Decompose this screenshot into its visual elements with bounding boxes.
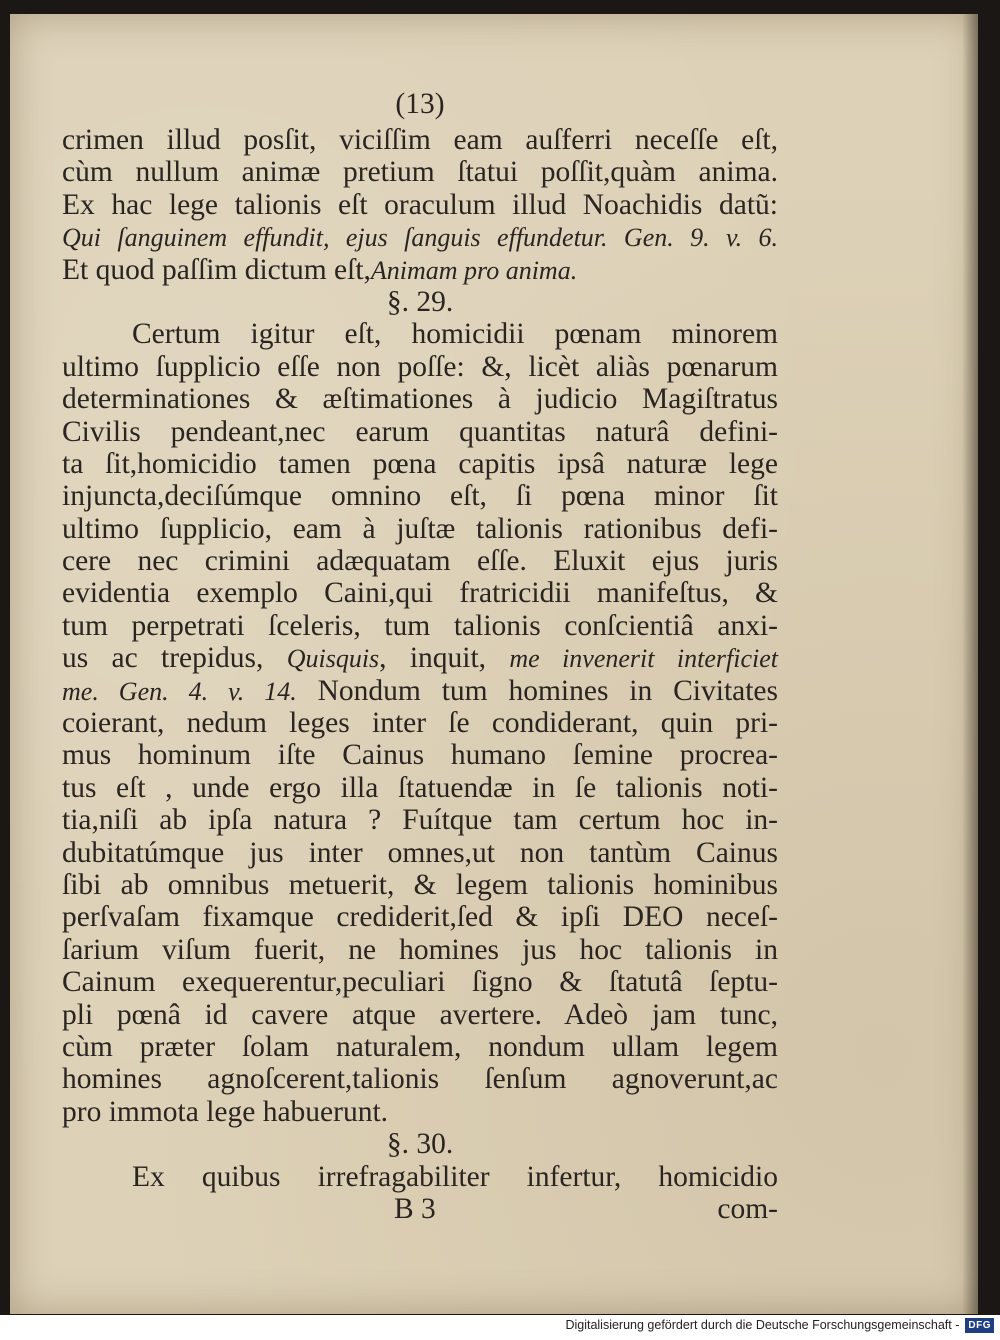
text-line: Ex hac lege talionis eſt oraculum illud Noachidis datũ:: [62, 188, 778, 221]
text-line: [62, 642, 778, 674]
text-span: Nondum tum homines in Civitates: [317, 674, 778, 707]
text-line: tus eſt , unde ergo illa ſtatuendæ in ſe talionis noti-: [62, 771, 778, 804]
text-line: mus hominum iſte Cainus humano ſemine procrea-: [62, 739, 778, 772]
text-span: us ac trepidus,: [62, 642, 287, 675]
text-line: ta ſit,homicidio tamen pœna capitis ipsâ naturæ lege: [62, 447, 778, 480]
text-line: Certum igitur eſt, homicidii pœnam minorem: [132, 318, 778, 351]
signature-mark: B 3: [394, 1192, 436, 1225]
text-line: coierant, nedum leges inter ſe condiderant, quin pri-: [62, 707, 778, 740]
text-line: Ex quibus irrefragabiliter infertur, homicidio: [132, 1160, 778, 1193]
text-line: pro immota lege habuerunt.: [62, 1095, 389, 1128]
text-span: Et quod paſſim dictum eſt,: [62, 253, 371, 286]
text-line: tum perpetrati ſceleris, tum talionis conſcientiâ anxi-: [62, 609, 778, 642]
scripture-quote-line: [62, 221, 778, 253]
text-line: [62, 254, 778, 286]
text-line: pli pœnâ id cavere atque avertere. Adeò jam tunc,: [62, 998, 778, 1031]
section-heading-29: §. 29.: [386, 285, 454, 318]
catchword: com-: [717, 1192, 778, 1225]
page-edge-shadow: [962, 14, 978, 1314]
text-line: ſarium viſum fuerit, ne homines jus hoc talionis in: [62, 933, 778, 966]
credit-text: Digitalisierung gefördert durch die Deutsche Forschungsgemeinschaft -: [565, 1318, 960, 1332]
scripture-reference: me. Gen. 4. v. 14.: [62, 676, 297, 706]
italic-phrase: me invenerit interficiet: [509, 644, 778, 674]
italic-phrase: Animam pro anima.: [370, 255, 578, 285]
page-text: [62, 84, 778, 1225]
dfg-logo: DFG: [965, 1318, 994, 1333]
text-line: ultimo ſupplicio, eam à juſtæ talionis rationibus defi-: [62, 512, 778, 545]
text-line: ſibi ab omnibus metuerit, & legem talionis hominibus: [62, 868, 778, 901]
section-heading-30: §. 30.: [386, 1128, 454, 1161]
text-line: homines agnoſcerent,talionis ſenſum agnoverunt,ac: [62, 1063, 778, 1096]
text-line: injuncta,deciſúmque omnino eſt, ſi pœna minor ſit: [62, 480, 778, 513]
text-line: cùm præter ſolam naturalem, nondum ullam legem: [62, 1030, 778, 1063]
text-line: perſvaſam fixamque crediderit,ſed & ipſi DEO neceſ-: [62, 901, 778, 934]
text-line: ultimo ſupplicio eſſe non poſſe: &, licèt aliàs pœnarum: [62, 350, 778, 383]
text-line: determinationes & æſtimationes à judicio Magiſtratus: [62, 383, 778, 416]
text-line: tia,niſi ab ipſa natura ? Fuítque tam certum hoc in-: [62, 804, 778, 837]
text-span: , inquit,: [379, 642, 510, 675]
text-line: dubitatúmque jus inter omnes,ut non tantùm Cainus: [62, 836, 778, 869]
text-line: Civilis pendeant,nec earum quantitas naturâ defini-: [62, 415, 778, 448]
text-line: [62, 675, 778, 707]
text-line: evidentia exemplo Caini,qui fratricidii manifeſtus, &: [62, 577, 778, 610]
book-page: [10, 14, 978, 1314]
text-line: Cainum exequerentur,peculiari ſigno & ſtatutâ ſeptu-: [62, 966, 778, 999]
page-footer: [62, 1193, 778, 1225]
scripture-quote: Qui ſanguinem effundit, ejus ſanguis effundetur. Gen. 9. v. 6.: [62, 223, 778, 253]
digitization-credit: [565, 1314, 994, 1336]
page-number: (13): [395, 88, 445, 120]
text-line: cere nec crimini adæquatam eſſe. Eluxit ejus juris: [62, 545, 778, 578]
text-line: cùm nullum animæ pretium ſtatui poſſit,quàm anima.: [62, 156, 778, 189]
italic-phrase: Quisquis: [286, 644, 380, 674]
text-line: crimen illud posſit, viciſſim eam auſferri neceſſe eſt,: [62, 124, 778, 156]
